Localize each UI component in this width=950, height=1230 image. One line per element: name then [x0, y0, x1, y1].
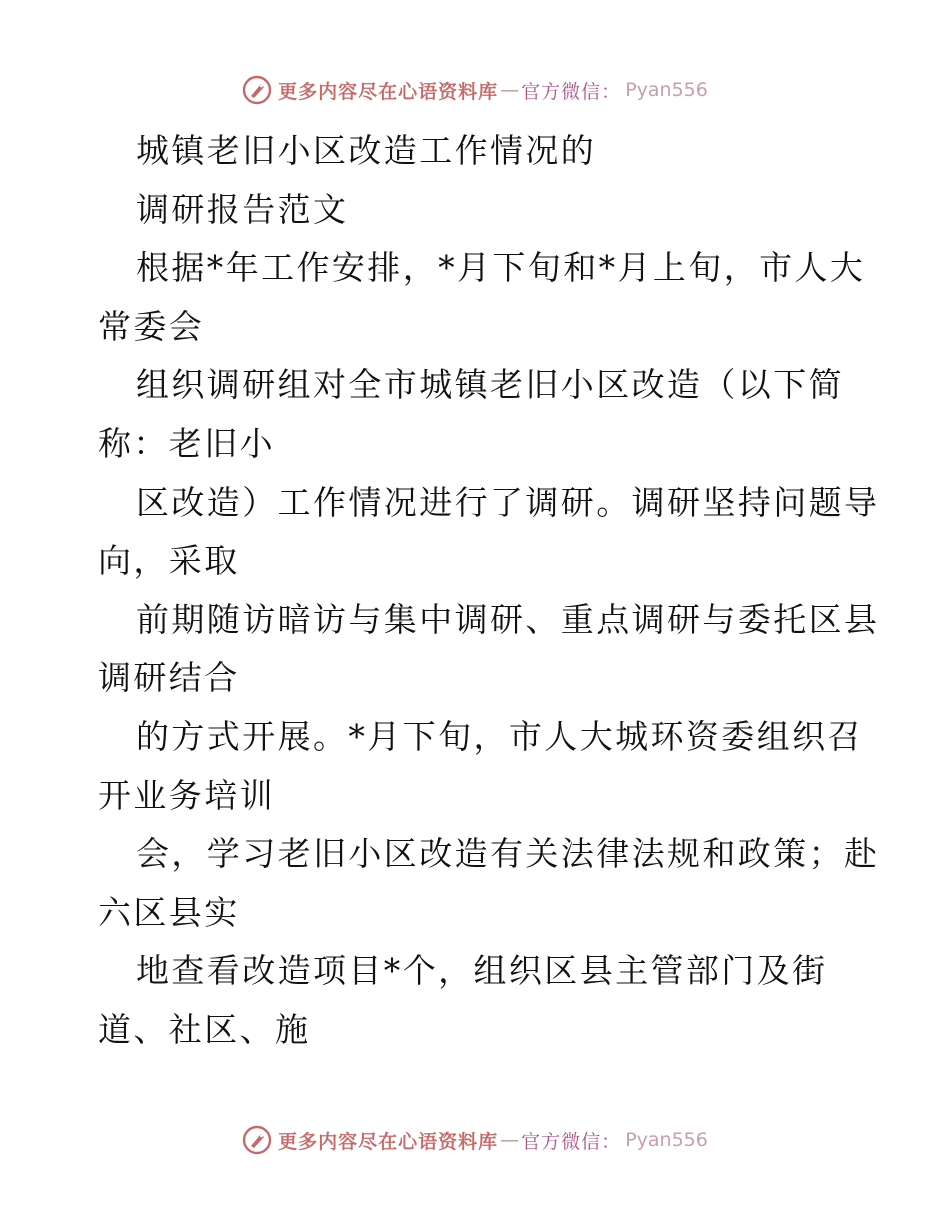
- watermark-suffix: 官方微信：: [521, 80, 622, 103]
- doc-line: 前期随访暗访与集中调研、重点调研与委托区县: [136, 599, 880, 639]
- doc-line: 调研结合: [98, 658, 240, 698]
- pen-nib-logo-icon: [242, 1125, 272, 1155]
- watermark-dash: —: [500, 1129, 520, 1151]
- doc-line: 向，采取: [98, 541, 240, 581]
- watermark-prefix: 更多内容尽在心语资料库: [278, 1130, 499, 1153]
- header-watermark: [0, 72, 950, 108]
- doc-line: 道、社区、施: [98, 1009, 311, 1049]
- doc-line: 会，学习老旧小区改造有关法律法规和政策；赴: [136, 834, 880, 874]
- watermark-prefix: 更多内容尽在心语资料库: [278, 80, 499, 103]
- watermark-id: Pyan556: [625, 79, 708, 101]
- pen-nib-logo-icon: [242, 75, 272, 105]
- watermark-suffix: 官方微信：: [521, 1130, 622, 1153]
- doc-line: 称：老旧小: [98, 423, 275, 463]
- doc-line: 地查看改造项目*个，组织区县主管部门及街: [136, 951, 828, 991]
- doc-line: 的方式开展。*月下旬，市人大城环资委组织召: [136, 716, 863, 756]
- footer-watermark: [0, 1122, 950, 1158]
- doc-line: 根据*年工作安排，*月下旬和*月上旬，市人大: [136, 248, 866, 288]
- doc-line: 开业务培训: [98, 775, 275, 815]
- doc-line: 区改造）工作情况进行了调研。调研坚持问题导: [136, 482, 880, 522]
- doc-line: 调研报告范文: [136, 189, 349, 229]
- doc-line: 城镇老旧小区改造工作情况的: [136, 131, 597, 170]
- watermark-dash: —: [500, 79, 520, 101]
- document-body: [98, 122, 898, 1060]
- doc-line: 常委会: [98, 306, 205, 346]
- watermark-id: Pyan556: [625, 1129, 708, 1151]
- doc-line: 六区县实: [98, 892, 240, 932]
- doc-line: 组织调研组对全市城镇老旧小区改造（以下简: [136, 365, 844, 405]
